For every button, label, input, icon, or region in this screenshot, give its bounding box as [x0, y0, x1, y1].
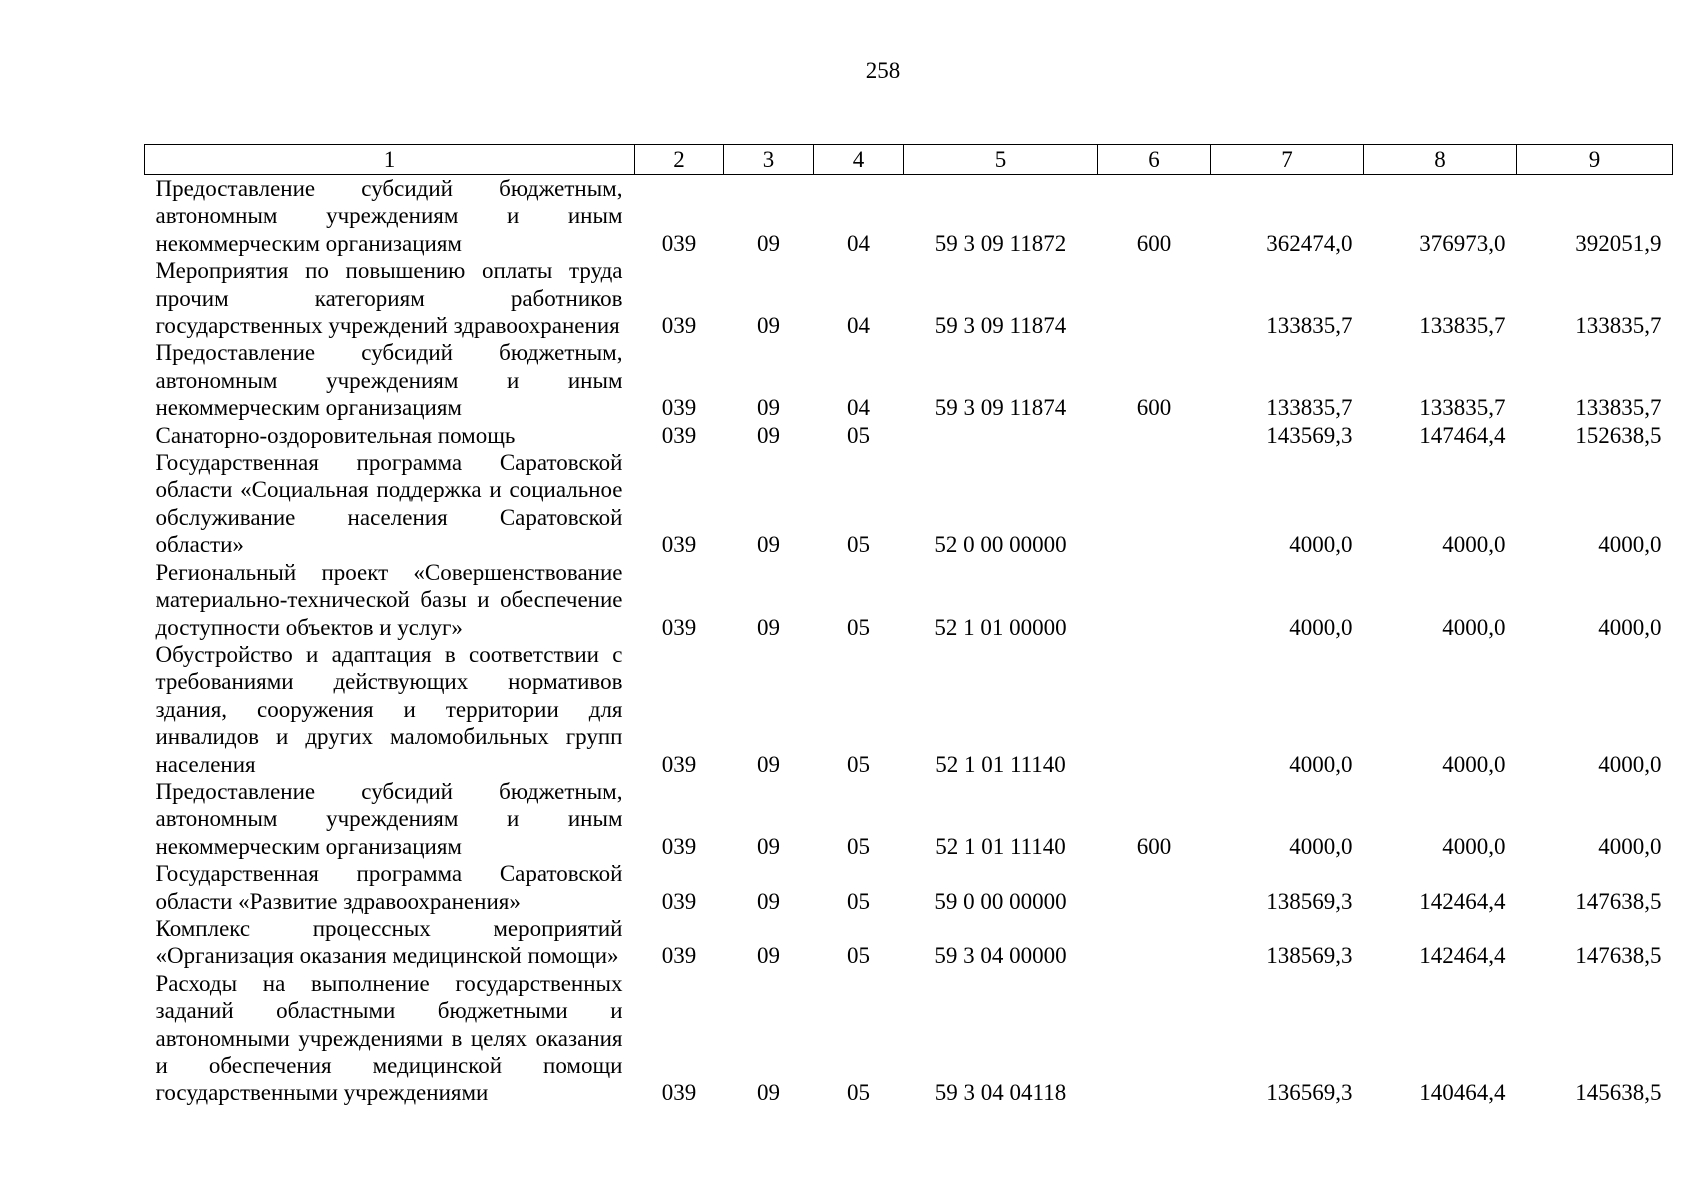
- table-row: [145, 339, 1673, 421]
- table-row: [145, 449, 1673, 559]
- ministry-code-cell: 039: [661, 230, 697, 256]
- row-name-cell: Государственная программа Саратовской области «Развитие здравоохранения»: [155, 861, 623, 914]
- amount-year3-cell: 4000,0: [1598, 751, 1662, 777]
- target-article-cell: [904, 422, 1098, 449]
- ministry-code-cell: 039: [661, 422, 697, 448]
- section-code-cell: 09: [757, 313, 780, 339]
- column-header: 5: [904, 145, 1098, 175]
- target-article-cell: 59 3 04 04118: [934, 1080, 1067, 1106]
- amount-year1-cell: 4000,0: [1289, 532, 1353, 558]
- section-code-cell: 09: [757, 422, 780, 448]
- target-article-cell: 59 3 09 11874: [934, 395, 1067, 421]
- section-code-cell: 09: [757, 532, 780, 558]
- amount-year1-cell: 4000,0: [1289, 833, 1353, 859]
- target-article-cell: 59 3 09 11872: [934, 230, 1067, 256]
- table-row: [145, 257, 1673, 339]
- ministry-code-cell: 039: [661, 833, 697, 859]
- row-name-cell: Обустройство и адаптация в соответствии с требованиями действующих нормативов здания, сооружения и территории для инвалидов и других маломобильных групп населения: [155, 641, 623, 777]
- ministry-code-cell: 039: [661, 888, 697, 914]
- row-name-cell: Предоставление субсидий бюджетным, автономным учреждениям и иным некоммерческим организациям: [155, 778, 623, 859]
- budget-table: [144, 144, 1673, 1107]
- table-row: [145, 860, 1673, 915]
- table-row: [145, 641, 1673, 778]
- section-code-cell: 09: [757, 943, 780, 969]
- column-header: 7: [1211, 145, 1364, 175]
- amount-year2-cell: 4000,0: [1442, 751, 1506, 777]
- row-name-cell: Расходы на выполнение государственных заданий областными бюджетными и автономными учреждениями в целях оказания и обеспечения медицинской помощи государственными учреждениями: [155, 970, 623, 1106]
- subsection-code-cell: 05: [847, 1080, 870, 1106]
- amount-year1-cell: 4000,0: [1289, 614, 1353, 640]
- section-code-cell: 09: [757, 888, 780, 914]
- column-header: 3: [724, 145, 814, 175]
- target-article-cell: 59 0 00 00000: [934, 888, 1067, 914]
- amount-year1-cell: 143569,3: [1266, 422, 1353, 448]
- subsection-code-cell: 05: [847, 614, 870, 640]
- ministry-code-cell: 039: [661, 395, 697, 421]
- target-article-cell: 59 3 04 00000: [934, 943, 1067, 969]
- table-header-row: [145, 145, 1673, 175]
- amount-year2-cell: 133835,7: [1419, 395, 1506, 421]
- section-code-cell: 09: [757, 751, 780, 777]
- amount-year3-cell: 152638,5: [1575, 422, 1662, 448]
- table-row: [145, 422, 1673, 449]
- ministry-code-cell: 039: [661, 1080, 697, 1106]
- page-number: 258: [865, 58, 901, 83]
- amount-year2-cell: 376973,0: [1419, 230, 1506, 256]
- expense-type-cell: [1098, 915, 1211, 970]
- column-header: 4: [814, 145, 904, 175]
- row-name-cell: Комплекс процессных мероприятий «Организация оказания медицинской помощи»: [155, 915, 623, 969]
- section-code-cell: 09: [757, 395, 780, 421]
- subsection-code-cell: 04: [847, 313, 870, 339]
- target-article-cell: 52 1 01 00000: [934, 614, 1067, 640]
- expense-type-cell: [1098, 422, 1211, 449]
- amount-year3-cell: 4000,0: [1598, 614, 1662, 640]
- ministry-code-cell: 039: [661, 614, 697, 640]
- target-article-cell: 59 3 09 11874: [934, 313, 1067, 339]
- row-name-cell: Региональный проект «Совершенствование материально-технической базы и обеспечение доступности объектов и услуг»: [155, 559, 623, 640]
- column-header: 6: [1098, 145, 1211, 175]
- subsection-code-cell: 05: [847, 833, 870, 859]
- amount-year1-cell: 133835,7: [1266, 395, 1353, 421]
- subsection-code-cell: 05: [847, 751, 870, 777]
- expense-type-cell: 600: [1136, 395, 1172, 421]
- amount-year2-cell: 147464,4: [1419, 422, 1506, 448]
- target-article-cell: 52 1 01 11140: [935, 833, 1066, 859]
- amount-year2-cell: 4000,0: [1442, 614, 1506, 640]
- table-row: [145, 778, 1673, 860]
- row-name-cell: Мероприятия по повышению оплаты труда прочим категориям работников государственных учреждений здравоохранения: [155, 258, 623, 339]
- column-header: 9: [1517, 145, 1673, 175]
- amount-year3-cell: 147638,5: [1575, 943, 1662, 969]
- subsection-code-cell: 04: [847, 395, 870, 421]
- ministry-code-cell: 039: [661, 943, 697, 969]
- amount-year1-cell: 136569,3: [1266, 1080, 1353, 1106]
- expense-type-cell: 600: [1136, 230, 1172, 256]
- amount-year3-cell: 4000,0: [1598, 833, 1662, 859]
- row-name-cell: Предоставление субсидий бюджетным, автономным учреждениям и иным некоммерческим организациям: [155, 176, 623, 256]
- row-name-cell: Государственная программа Саратовской области «Социальная поддержка и социальное обслуживание населения Саратовской области»: [155, 450, 623, 558]
- amount-year2-cell: 142464,4: [1419, 888, 1506, 914]
- amount-year2-cell: 4000,0: [1442, 532, 1506, 558]
- subsection-code-cell: 04: [847, 230, 870, 256]
- amount-year3-cell: 133835,7: [1575, 313, 1662, 339]
- subsection-code-cell: 05: [847, 888, 870, 914]
- expense-type-cell: [1098, 970, 1211, 1107]
- expense-type-cell: [1098, 559, 1211, 641]
- amount-year2-cell: 140464,4: [1419, 1080, 1506, 1106]
- section-code-cell: 09: [757, 1080, 780, 1106]
- ministry-code-cell: 039: [661, 751, 697, 777]
- column-header: 8: [1364, 145, 1517, 175]
- subsection-code-cell: 05: [847, 422, 870, 448]
- expense-type-cell: [1098, 257, 1211, 339]
- amount-year3-cell: 147638,5: [1575, 888, 1662, 914]
- ministry-code-cell: 039: [661, 313, 697, 339]
- amount-year1-cell: 4000,0: [1289, 751, 1353, 777]
- amount-year1-cell: 133835,7: [1266, 313, 1353, 339]
- table-row: [145, 970, 1673, 1107]
- table-row: [145, 559, 1673, 641]
- amount-year2-cell: 4000,0: [1442, 833, 1506, 859]
- table-row: [145, 175, 1673, 258]
- amount-year2-cell: 133835,7: [1419, 313, 1506, 339]
- row-name-cell: Предоставление субсидий бюджетным, автономным учреждениям и иным некоммерческим организациям: [155, 340, 623, 421]
- table-row: [145, 915, 1673, 970]
- amount-year1-cell: 138569,3: [1266, 888, 1353, 914]
- subsection-code-cell: 05: [847, 532, 870, 558]
- amount-year3-cell: 145638,5: [1575, 1080, 1662, 1106]
- amount-year3-cell: 4000,0: [1598, 532, 1662, 558]
- subsection-code-cell: 05: [847, 943, 870, 969]
- column-header: 2: [635, 145, 724, 175]
- ministry-code-cell: 039: [661, 532, 697, 558]
- target-article-cell: 52 0 00 00000: [934, 532, 1067, 558]
- section-code-cell: 09: [757, 833, 780, 859]
- section-code-cell: 09: [757, 230, 780, 256]
- amount-year1-cell: 138569,3: [1266, 943, 1353, 969]
- amount-year3-cell: 133835,7: [1575, 395, 1662, 421]
- expense-type-cell: [1098, 860, 1211, 915]
- amount-year2-cell: 142464,4: [1419, 943, 1506, 969]
- expense-type-cell: [1098, 641, 1211, 778]
- row-name-cell: Санаторно-оздоровительная помощь: [155, 422, 516, 448]
- section-code-cell: 09: [757, 614, 780, 640]
- amount-year3-cell: 392051,9: [1575, 230, 1662, 256]
- column-header: 1: [145, 145, 635, 175]
- expense-type-cell: [1098, 449, 1211, 559]
- target-article-cell: 52 1 01 11140: [935, 751, 1066, 777]
- expense-type-cell: 600: [1136, 833, 1172, 859]
- amount-year1-cell: 362474,0: [1266, 230, 1353, 256]
